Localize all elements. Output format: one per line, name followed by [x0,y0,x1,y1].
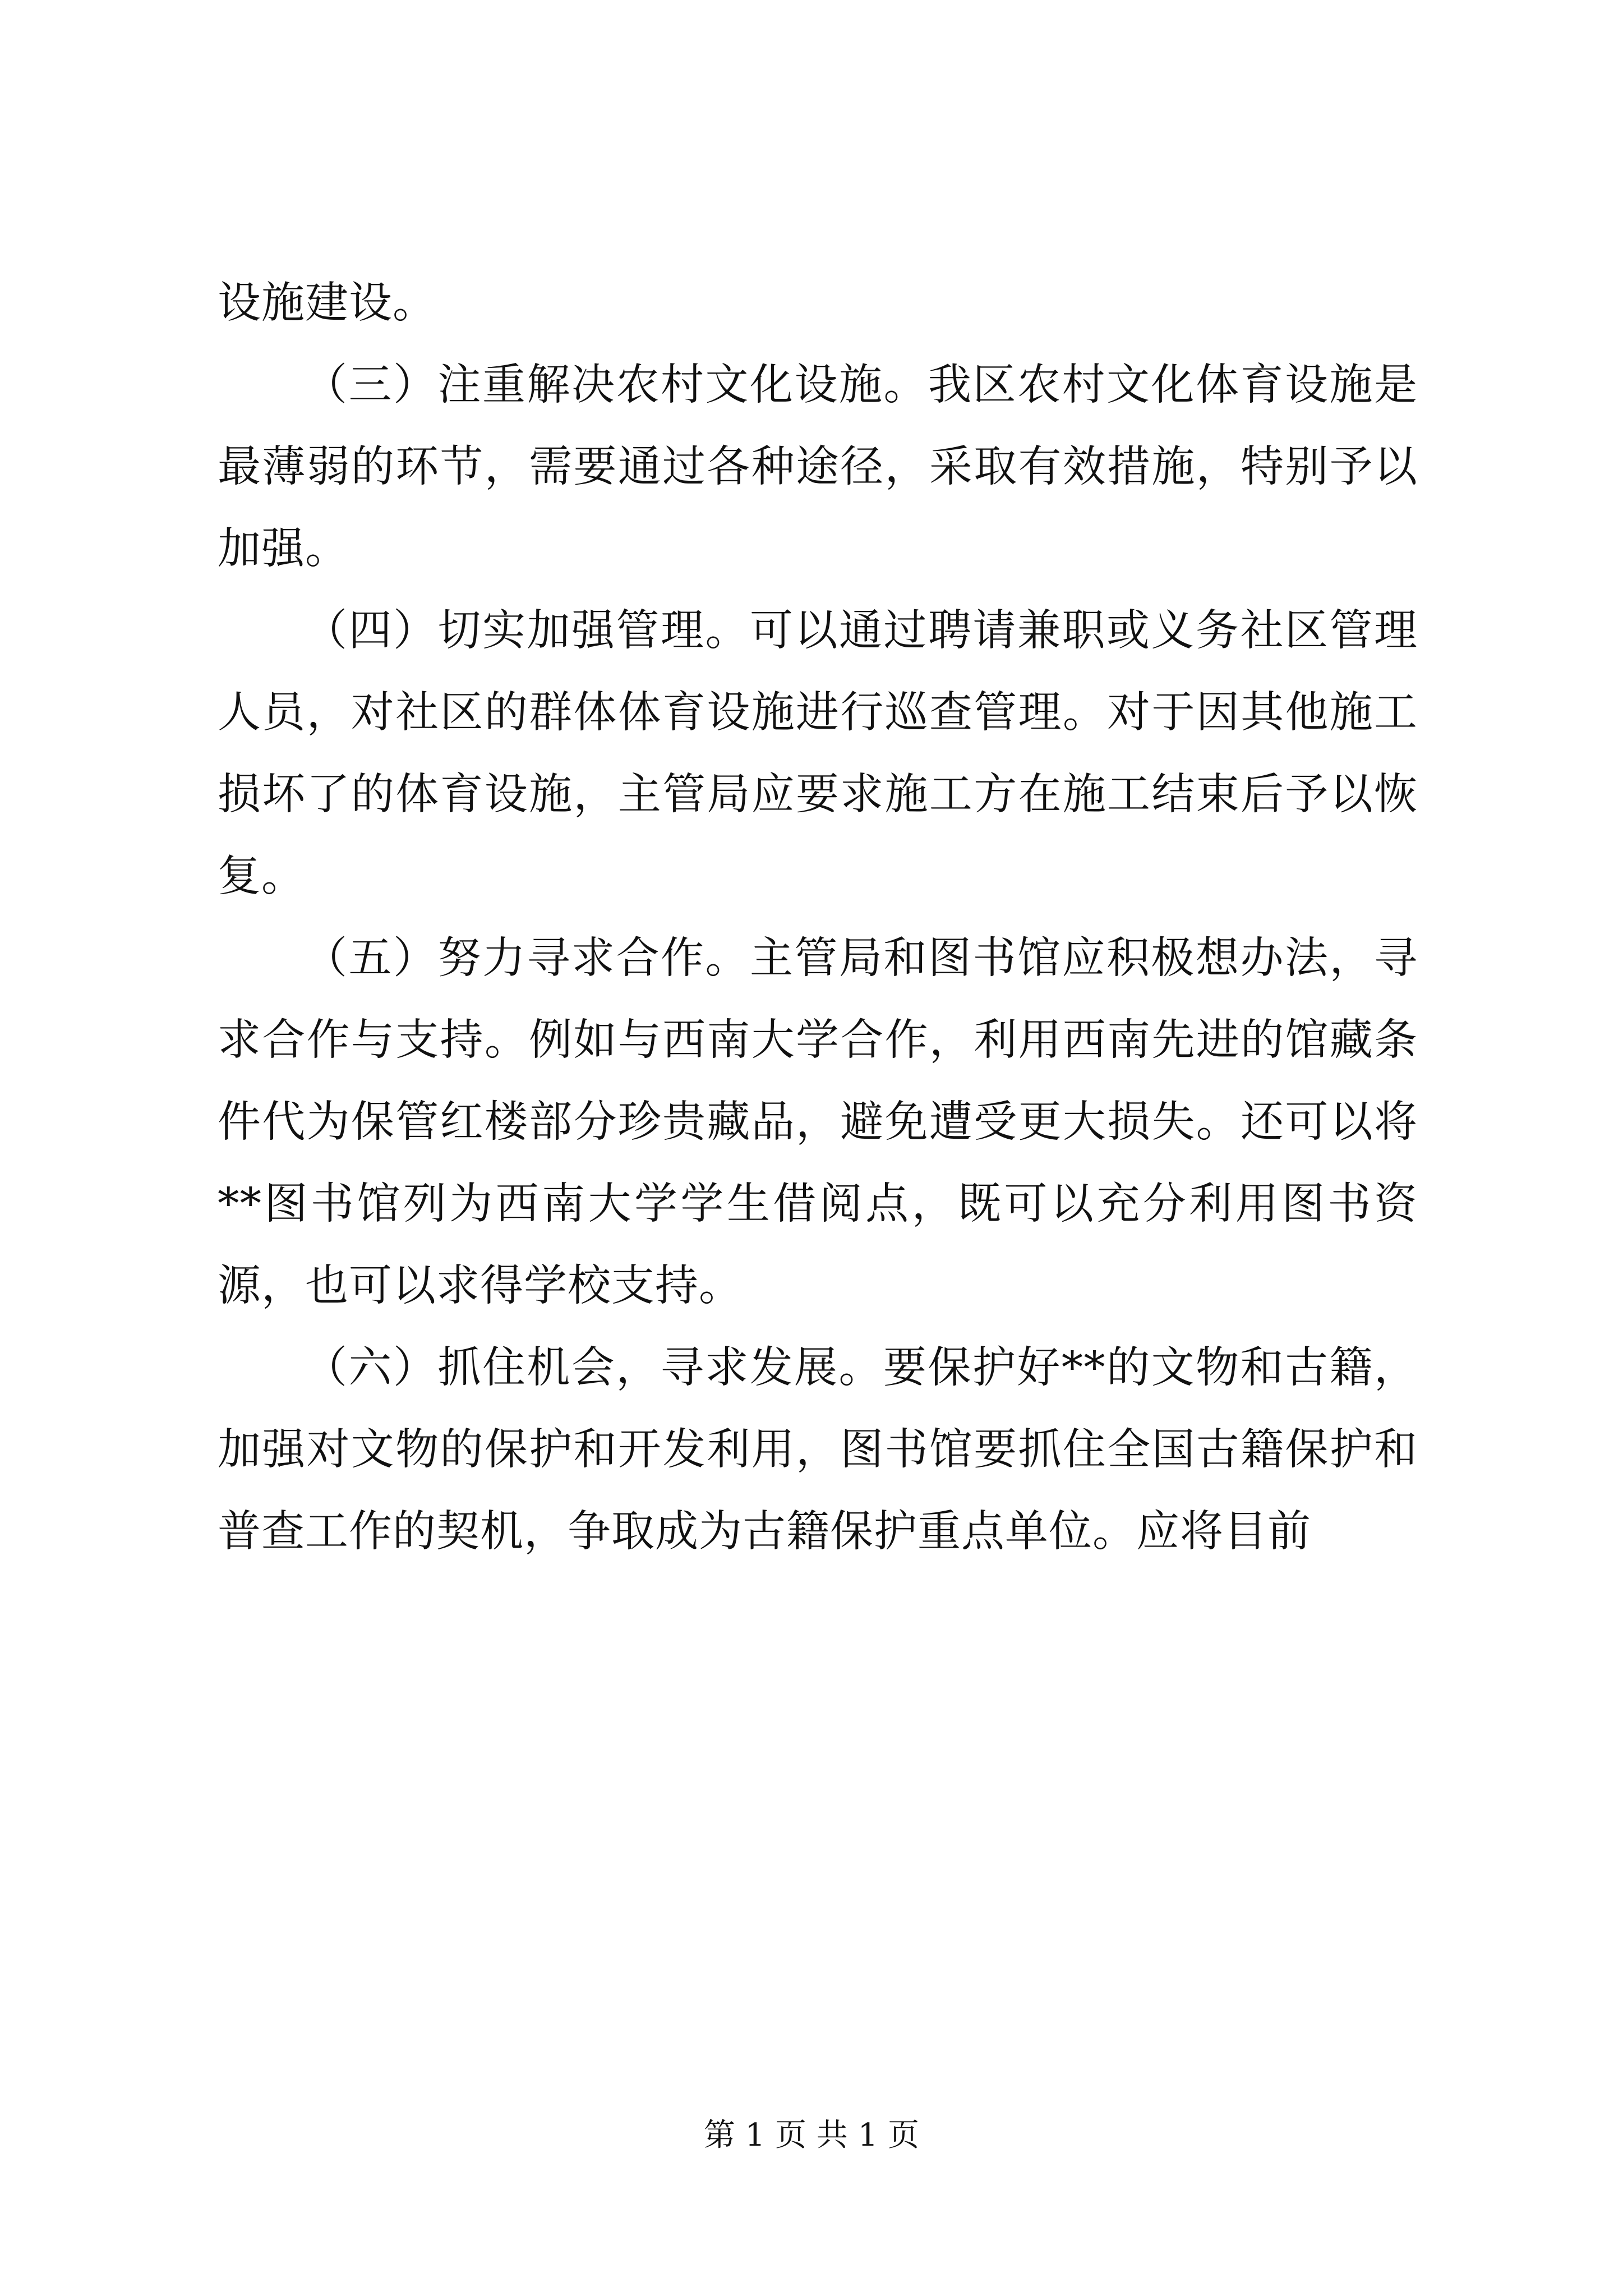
paragraph-section-5: （五）努力寻求合作。主管局和图书馆应积极想办法，寻求合作与支持。例如与西南大学合作，利用西南先进的馆藏条件代为保管红楼部分珍贵藏品，避免遭受更大损失。还可以将**图书馆列为西南大学学生借阅点，既可以充分利用图书资源，也可以求得学校支持。 [218,933,1418,1311]
paragraph-section-3: （三）注重解决农村文化设施。我区农村文化体育设施是最薄弱的环节，需要通过各种途径，采取有效措施，特别予以加强。 [218,360,1418,574]
page-footer: 第 1 页 共 1 页 [703,2117,920,2154]
document-body [218,263,1418,1573]
paragraph-section-6: （六）抓住机会，寻求发展。要保护好**的文物和古籍，加强对文物的保护和开发利用，图书馆要抓住全国古籍保护和普查工作的契机，争取成为古籍保护重点单位。应将目前 [218,1343,1418,1557]
paragraph-section-4: （四）切实加强管理。可以通过聘请兼职或义务社区管理人员，对社区的群体体育设施进行巡查管理。对于因其他施工损坏了的体育设施，主管局应要求施工方在施工结束后予以恢复。 [218,606,1418,901]
paragraph-continuation: 设施建设。 [218,278,436,328]
